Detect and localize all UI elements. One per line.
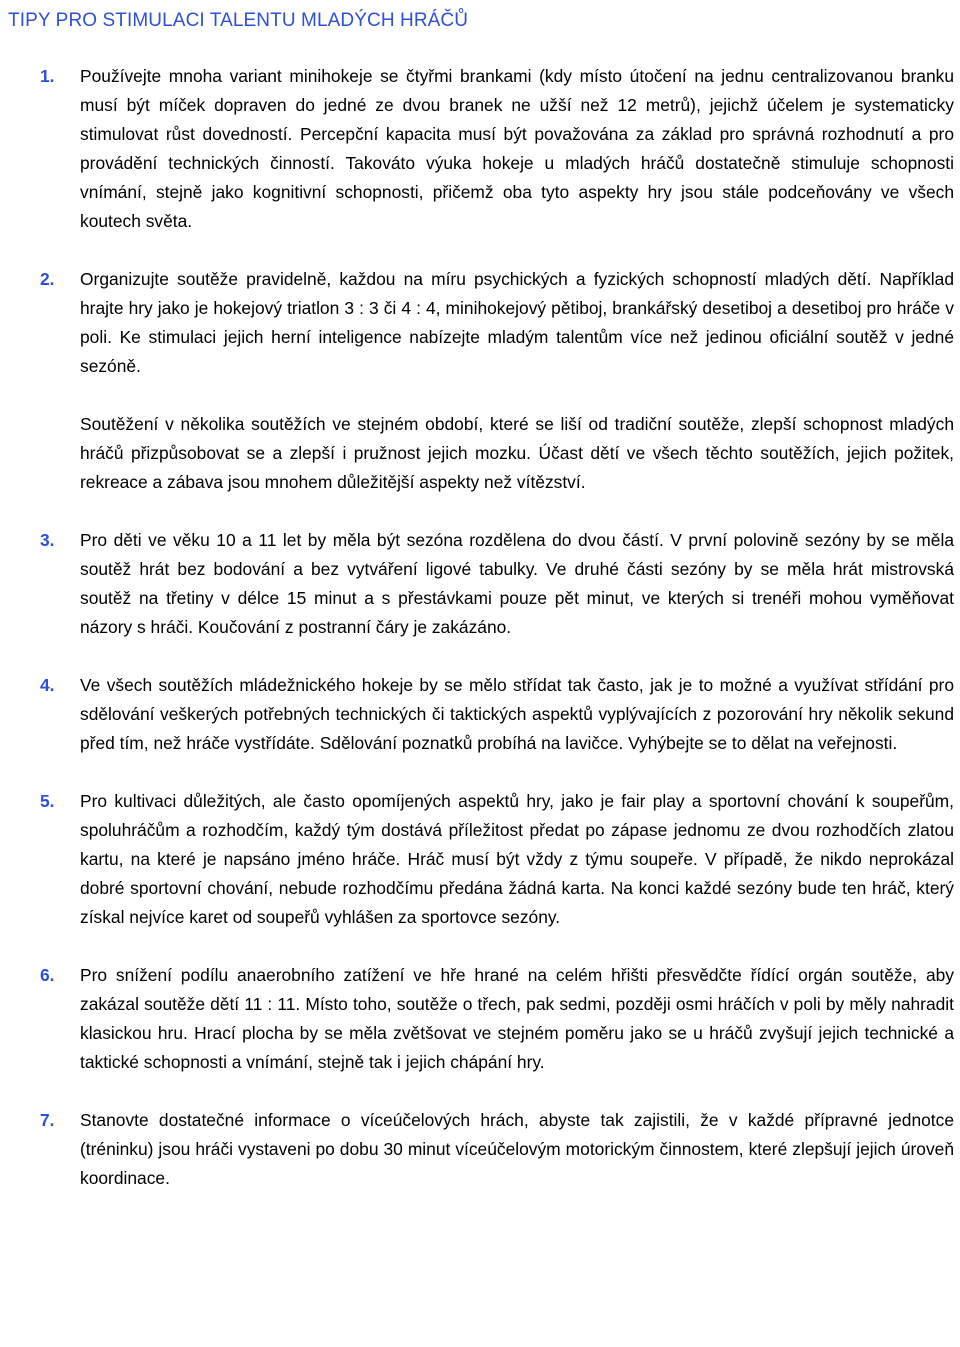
tip-paragraph: Pro snížení podílu anaerobního zatížení ve hře hrané na celém hřišti přesvědčte řídící orgán soutěže, aby zakázal soutěže dětí 11 : 11. Místo toho, soutěže o třech, pak sedmi, později osmi hráčích v poli by měly nahradit klasickou hru. Hrací plocha by se měla zvětšovat ve stejném poměru jako se u hráčů zvyšují jejich technické a taktické schopnosti a vnímání, stejně tak i jejich chápání hry.: [80, 965, 954, 1072]
tip-item: [8, 961, 954, 1077]
tip-list: [8, 62, 954, 1193]
tip-number: 6.: [40, 965, 55, 985]
tip-body: [80, 1106, 954, 1193]
tip-item: [8, 1106, 954, 1193]
tip-item: [8, 787, 954, 932]
tip-body: [80, 671, 954, 758]
tip-body: [80, 265, 954, 497]
tip-number: 2.: [40, 269, 55, 289]
tip-paragraph: Ve všech soutěžích mládežnického hokeje by se mělo střídat tak často, jak je to možné a využívat střídání pro sdělování veškerých potřebných technických či taktických aspektů vyplývajících z pozorování hry několik sekund před tím, než hráče vystřídáte. Sdělování poznatků probíhá na lavičce. Vyhýbejte se to dělat na veřejnosti.: [80, 675, 954, 753]
tip-item: [8, 526, 954, 642]
tip-paragraph: Stanovte dostatečné informace o víceúčelových hrách, abyste tak zajistili, že v každé přípravné jednotce (tréninku) jsou hráči vystaveni po dobu 30 minut víceúčelovým motorickým činnostem, které zlepšují jejich úroveň koordinace.: [80, 1110, 954, 1188]
tip-body: [80, 961, 954, 1077]
tip-number: 4.: [40, 675, 55, 695]
tip-body: [80, 787, 954, 932]
tip-number: 7.: [40, 1110, 55, 1130]
tip-body: [80, 526, 954, 642]
tip-item: [8, 62, 954, 236]
tip-item: [8, 671, 954, 758]
tip-paragraph: Soutěžení v několika soutěžích ve stejném období, které se liší od tradiční soutěže, zlepší schopnost mladých hráčů přizpůsobovat se a zlepší i pružnost jejich mozku. Účast dětí ve všech těchto soutěžích, jejich požitek, rekreace a zábava jsou mnohem důležitější aspekty než vítězství.: [80, 414, 954, 492]
tip-paragraph: Organizujte soutěže pravidelně, každou na míru psychických a fyzických schopností mladých dětí. Například hrajte hry jako je hokejový triatlon 3 : 3 či 4 : 4, minihokejový pětiboj, brankářský desetiboj a desetiboj pro hráče v poli. Ke stimulaci jejich herní inteligence nabízejte mladým talentům více než jedinou oficiální soutěž v jedné sezóně.: [80, 269, 954, 376]
tip-number: 1.: [40, 66, 55, 86]
tip-number: 5.: [40, 791, 55, 811]
tip-paragraph: Používejte mnoha variant minihokeje se čtyřmi brankami (kdy místo útočení na jednu centralizovanou branku musí být míček dopraven do jedné ze dvou branek ne užší než 12 metrů), jejichž účelem je systematicky stimulovat růst dovedností. Percepční kapacita musí být považována za základ pro správná rozhodnutí a pro provádění technických činností. Takováto výuka hokeje u mladých hráčů dostatečně stimuluje schopnosti vnímání, stejně jako kognitivní schopnosti, přičemž oba tyto aspekty hry jsou stále podceňovány ve všech koutech světa.: [80, 66, 954, 231]
tip-paragraph: Pro děti ve věku 10 a 11 let by měla být sezóna rozdělena do dvou částí. V první polovině sezóny by se měla soutěž hrát bez bodování a bez vytváření ligové tabulky. Ve druhé části sezóny by se měla hrát mistrovská soutěž na třetiny v délce 15 minut a s přestávkami pouze pět minut, ve kterých si trenéři mohou vyměňovat názory s hráči. Koučování z postranní čáry je zakázáno.: [80, 530, 954, 637]
document-title: TIPY PRO STIMULACI TALENTU MLADÝCH HRÁČŮ: [8, 10, 469, 31]
tip-number: 3.: [40, 530, 55, 550]
tip-body: [80, 62, 954, 236]
tip-paragraph: Pro kultivaci důležitých, ale často opomíjených aspektů hry, jako je fair play a sportovní chování k soupeřům, spoluhráčům a rozhodčím, každý tým dostává příležitost předat po zápase jednomu ze dvou rozhodčích zlatou kartu, na které je napsáno jméno hráče. Hráč musí být vždy z týmu soupeře. V případě, že nikdo neprokázal dobré sportovní chování, nebude rozhodčímu předána žádná karta. Na konci každé sezóny bude ten hráč, který získal nejvíce karet od soupeřů vyhlášen za sportovce sezóny.: [80, 791, 954, 927]
tip-item: [8, 265, 954, 497]
